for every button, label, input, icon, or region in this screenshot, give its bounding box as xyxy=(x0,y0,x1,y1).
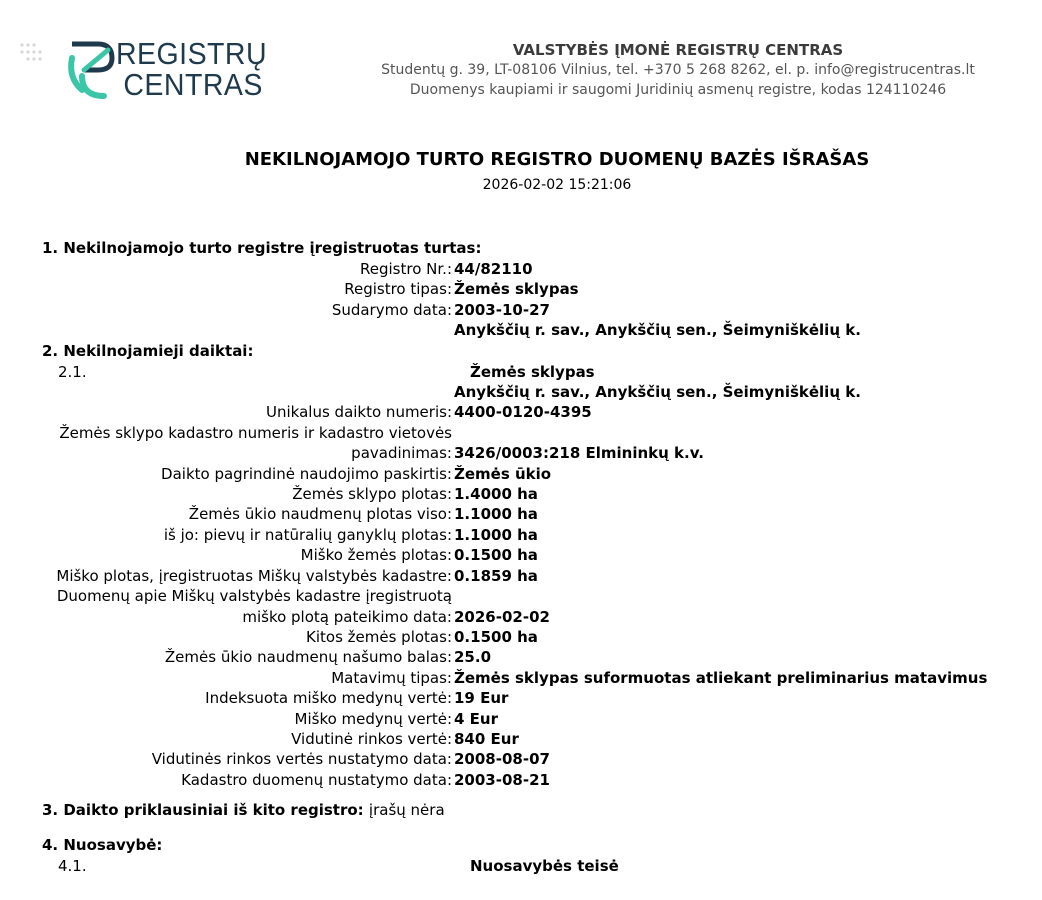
field-label-continued: Duomenų apie Miškų valstybės kadastre įregistruotą xyxy=(56,587,452,606)
field-row xyxy=(42,402,1032,422)
field-row xyxy=(42,464,1032,484)
field-row xyxy=(42,749,1032,769)
field-row xyxy=(42,300,1032,320)
field-label: Unikalus daikto numeris: xyxy=(266,403,452,422)
section-3-heading: 3. Daikto priklausiniai iš kito registro: įrašų nėra xyxy=(42,801,445,820)
field-value: 2026-02-02 xyxy=(454,607,550,626)
field-label: Registro tipas: xyxy=(344,280,452,299)
issuer-address: Studentų g. 39, LT-08106 Vilnius, tel. +370 5 268 8262, el. p. info@registrucentras.lt xyxy=(381,62,975,78)
field-value: 2003-10-27 xyxy=(454,300,550,319)
logo-wordmark: REGISTRŲ CENTRAS xyxy=(116,36,268,102)
section-4-heading: 4. Nuosavybė: xyxy=(42,836,163,855)
field-value: Žemės sklypas xyxy=(454,280,579,299)
field-row xyxy=(42,688,1032,708)
field-value: 840 Eur xyxy=(454,729,519,748)
field-value: 3426/0003:218 Elmininkų k.v. xyxy=(454,444,704,463)
field-label: miško plotą pateikimo data: xyxy=(242,607,452,626)
field-row xyxy=(42,566,1032,586)
document-datetime: 2026-02-02 15:21:06 xyxy=(482,177,632,193)
field-value: Žemės sklypas suformuotas atliekant preliminarius matavimus xyxy=(454,668,988,687)
field-row xyxy=(42,607,1032,627)
document-body xyxy=(42,238,1032,877)
issuer-header xyxy=(300,40,1042,100)
field-value: 1.1000 ha xyxy=(454,505,538,524)
field-value: 2003-08-21 xyxy=(454,770,550,789)
ownership-title: Nuosavybės teisė xyxy=(470,857,619,876)
field-value: 1.1000 ha xyxy=(454,525,538,544)
field-row xyxy=(42,545,1032,565)
field-row xyxy=(42,647,1032,667)
logo-r-mark-icon xyxy=(64,38,124,102)
field-value: 0.1500 ha xyxy=(454,546,538,565)
field-label: Vidutinės rinkos vertės nustatymo data: xyxy=(151,750,452,769)
field-label: Žemės sklypo plotas: xyxy=(292,485,452,504)
issuer-name: VALSTYBĖS ĮMONĖ REGISTRŲ CENTRAS xyxy=(512,41,844,59)
field-row xyxy=(42,525,1032,545)
dots-decoration-icon xyxy=(18,40,54,70)
field-value: 25.0 xyxy=(454,648,492,667)
section-2-heading: 2. Nekilnojamieji daiktai: xyxy=(42,341,254,360)
issuer-registry: Duomenys kaupiami ir saugomi Juridinių asmenų registre, kodas 124110246 xyxy=(409,82,947,98)
field-row xyxy=(42,320,1032,340)
field-label: Miško medynų vertė: xyxy=(294,709,452,728)
field-label: iš jo: pievų ir natūralių ganyklų plotas: xyxy=(163,525,452,544)
field-row xyxy=(42,279,1032,299)
field-label-continued: Žemės sklypo kadastro numeris ir kadastro vietovės xyxy=(59,423,452,442)
field-row xyxy=(42,729,1032,749)
item-row xyxy=(42,362,1032,382)
field-label: Miško žemės plotas: xyxy=(300,546,452,565)
field-value: 4 Eur xyxy=(454,709,498,728)
field-row xyxy=(42,668,1032,688)
field-row xyxy=(42,443,1032,463)
field-value: 19 Eur xyxy=(454,689,509,708)
field-value: 44/82110 xyxy=(454,260,533,278)
item-type: Žemės sklypas xyxy=(470,362,595,381)
item-number: 2.1. xyxy=(58,362,87,381)
field-label: Daikto pagrindinė naudojimo paskirtis: xyxy=(161,464,452,483)
item-address: Anykščių r. sav., Anykščių sen., Šeimyniškėlių k. xyxy=(454,383,861,402)
field-label: Vidutinė rinkos vertė: xyxy=(291,729,452,748)
field-value: 0.1859 ha xyxy=(454,566,538,585)
field-label: Indeksuota miško medynų vertė: xyxy=(205,689,452,708)
field-label: Kitos žemės plotas: xyxy=(306,627,452,646)
field-value: Anykščių r. sav., Anykščių sen., Šeimyniškėlių k. xyxy=(454,321,861,340)
item-row xyxy=(42,382,1032,402)
field-row xyxy=(42,627,1032,647)
field-label: Sudarymo data: xyxy=(331,300,452,319)
field-label: Kadastro duomenų nustatymo data: xyxy=(181,770,452,789)
field-label: pavadinimas: xyxy=(351,444,452,463)
field-row xyxy=(42,709,1032,729)
field-label: Žemės ūkio naudmenų plotas viso: xyxy=(188,505,452,524)
field-label: Miško plotas, įregistruotas Miškų valstybės kadastre: xyxy=(56,566,452,585)
field-label xyxy=(42,320,454,340)
item-number: 4.1. xyxy=(58,857,87,876)
field-label: Žemės ūkio naudmenų našumo balas: xyxy=(164,648,452,667)
item-row xyxy=(42,856,1032,876)
field-row xyxy=(42,484,1032,504)
field-row xyxy=(42,586,1032,606)
section-3-value: įrašų nėra xyxy=(368,801,445,820)
registrų-centras-logo xyxy=(18,36,268,104)
document-title: NEKILNOJAMOJO TURTO REGISTRO DUOMENŲ BAZĖS IŠRAŠAS xyxy=(244,149,870,170)
field-row xyxy=(42,770,1032,790)
field-value: 1.4000 ha xyxy=(454,485,538,504)
field-row xyxy=(42,423,1032,443)
field-value: Žemės ūkio xyxy=(454,464,552,483)
field-label: Matavimų tipas: xyxy=(331,668,452,687)
field-label: Registro Nr.: xyxy=(360,260,452,278)
field-value: 4400-0120-4395 xyxy=(454,403,592,422)
field-value: 0.1500 ha xyxy=(454,627,538,646)
section-1-heading: 1. Nekilnojamojo turto registre įregistruotas turtas: xyxy=(42,239,482,257)
field-row xyxy=(42,504,1032,524)
field-row xyxy=(42,259,1032,279)
field-value: 2008-08-07 xyxy=(454,750,550,769)
